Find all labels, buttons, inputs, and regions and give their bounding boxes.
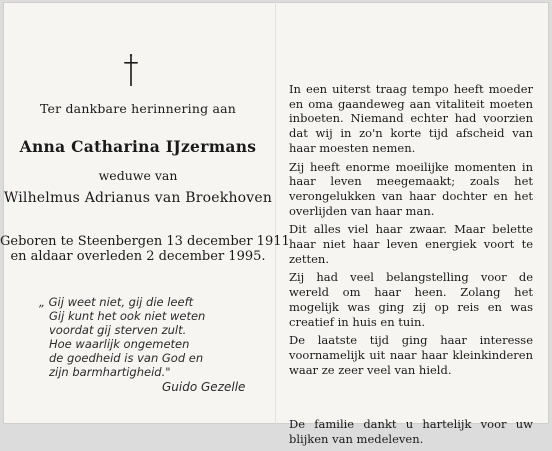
deceased-name: Anna Catharina IJzermans [19,137,257,156]
closing-thanks: De familie dankt u hartelijk voor uw blijken van medeleven. [289,417,533,447]
birth-text: Geboren te Steenbergen 13 december 1911 [0,234,290,249]
left-panel [0,0,290,427]
paragraph: De laatste tijd ging haar interesse voornamelijk uit naar haar kleinkinderen waar ze zeer veel van hield. [289,333,533,377]
poem-author: Guido Gezelle [162,380,246,394]
poem-line: de goedheid is van God en [49,351,204,365]
poem-line: „ Gij weet niet, gij die leeft [39,295,194,309]
life-dates [0,234,290,264]
paragraph: Dit alles viel haar zwaar. Maar belette haar niet haar leven energiek voort te zetten. [289,222,533,266]
poem-line: Gij kunt het ook niet weten [49,309,206,323]
poem-line: voordat gij sterven zult. [49,323,187,337]
paragraph: In een uiterst traag tempo heeft moeder en oma gaandeweg aan vitaliteit moeten inboeten. Niemand echter had voorzien dat wij in zo'n korte tijd afscheid van haar moesten nemen. [289,82,533,155]
poem-line: zijn barmhartigheid." [49,365,171,379]
widow-of-text: weduwe van [98,168,178,183]
death-text: en aldaar overleden 2 december 1995. [10,249,266,264]
paragraph: Zij had veel belangstelling voor de wereld om haar heen. Zolang het mogelijk was ging zij op reis en was creatief in huis en tuin. [289,270,533,329]
cross-icon [124,54,138,86]
paragraph: Zij heeft enorme moeilijke momenten in haar leven meegemaakt; zoals het verongelukken van haar dochter en het overlijden van haar man. [289,159,533,218]
right-panel [289,82,533,451]
husband-name: Wilhelmus Adrianus van Broekhoven [3,190,273,206]
dedication-text: Ter dankbare herinnering aan [39,101,237,116]
poem [39,295,264,379]
poem-line: Hoe waarlijk ongemeten [49,337,190,351]
